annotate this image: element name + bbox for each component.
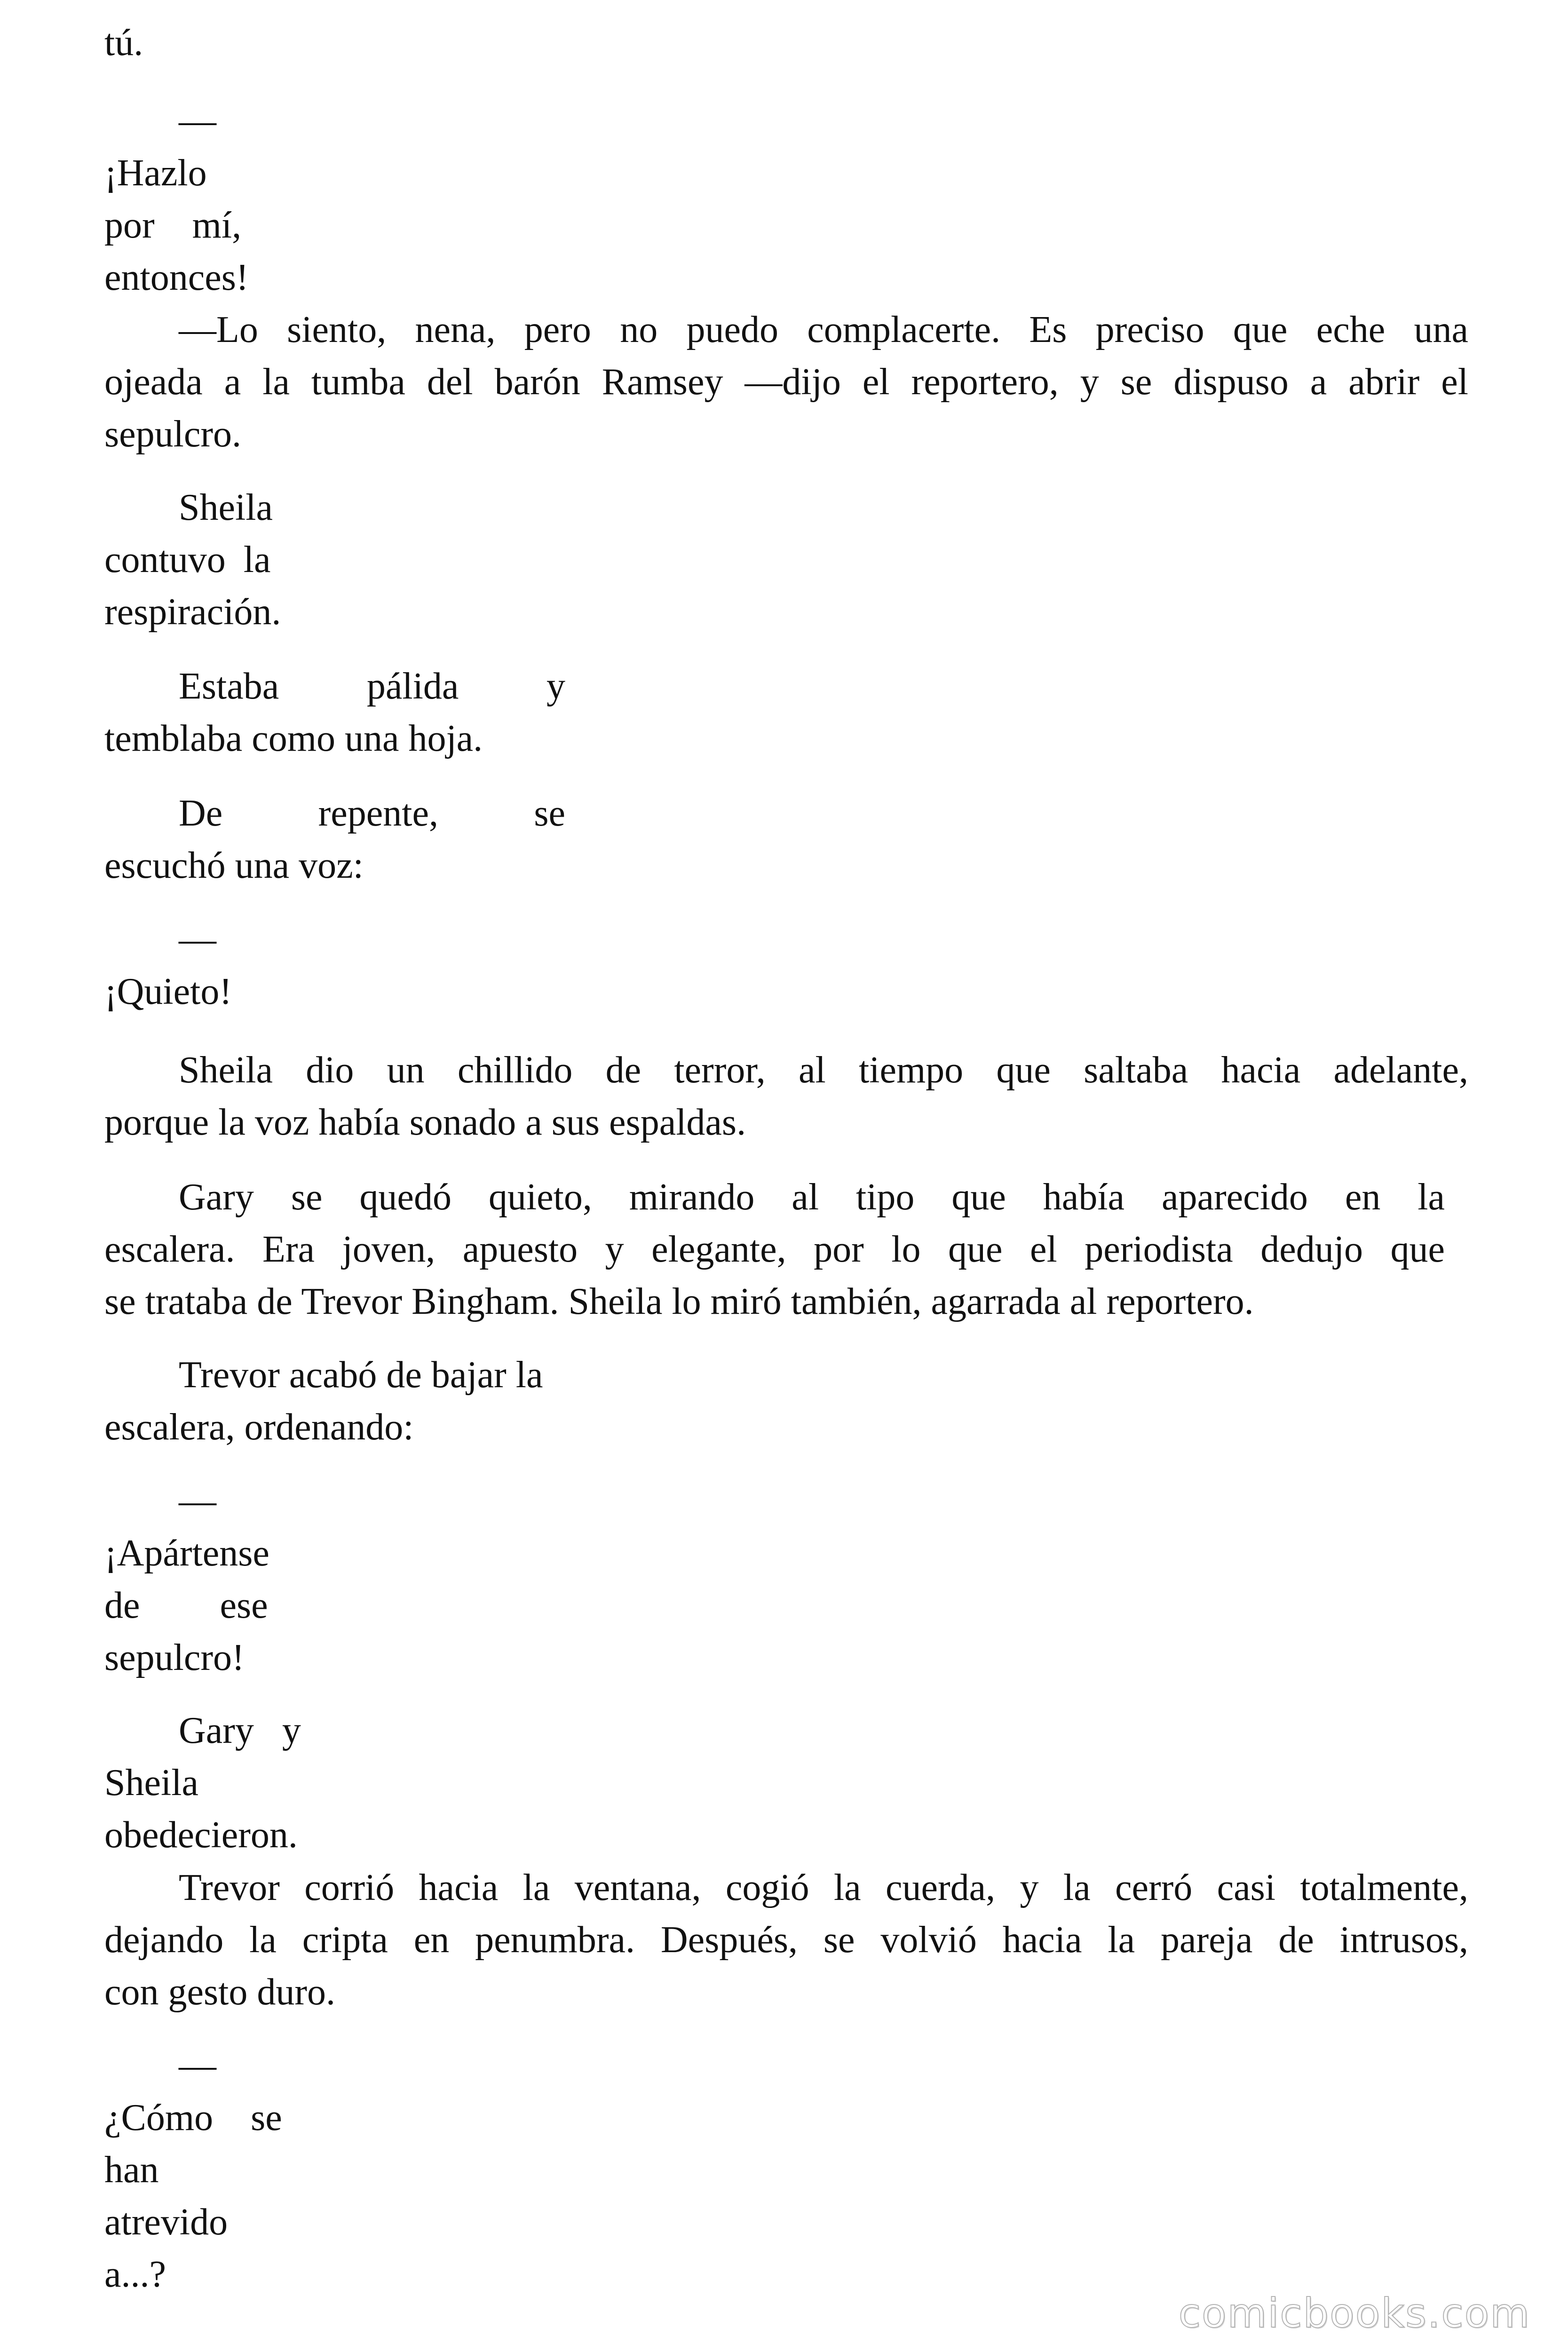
text-line: ¡Hazlo — [104, 152, 207, 194]
text-line: ¡Quieto! — [104, 971, 232, 1012]
text-line: dejando la cripta en penumbra. Después, se volvió hacia la pareja de intrusos, — [104, 1919, 1468, 1961]
word: se — [534, 793, 565, 834]
text-line: sepulcro! — [104, 1637, 245, 1678]
text-line: tú. — [104, 22, 143, 64]
text-line: Gary y — [179, 1710, 301, 1751]
text-line — [104, 660, 565, 713]
text-line: —Lo siento, nena, pero no puedo complacerte. Es preciso que eche una — [179, 309, 1468, 350]
text-line: Sheila — [104, 1762, 198, 1804]
text-line: han — [104, 2149, 159, 2191]
word: repente, — [318, 793, 439, 834]
text-line: respiración. — [104, 591, 281, 633]
text-line: escalera, ordenando: — [104, 1406, 414, 1448]
dialogue-dash: — — [179, 2045, 216, 2086]
text-line: contuvo la — [104, 539, 271, 580]
text-line — [104, 787, 565, 840]
text-line: escalera. Era joven, apuesto y elegante, por lo que el periodista dedujo que — [104, 1229, 1445, 1270]
text-line: porque la voz había sonado a sus espaldas. — [104, 1102, 746, 1143]
word: Estaba — [179, 666, 279, 707]
text-line: Sheila — [179, 487, 273, 528]
paragraph-1 — [104, 17, 143, 69]
text-line: Trevor corrió hacia la ventana, cogió la cuerda, y la cerró casi totalmente, — [179, 1867, 1468, 1908]
dialogue-como-se — [104, 2040, 282, 2301]
text-line: se trataba de Trevor Bingham. Sheila lo miró también, agarrada al reportero. — [104, 1281, 1254, 1322]
dialogue-hazlo — [104, 95, 249, 304]
dialogue-dash: — — [179, 1480, 216, 1522]
paragraph-sheila-contuvo — [104, 482, 281, 638]
word: pálida — [366, 666, 459, 707]
word: y — [546, 666, 565, 707]
text-line: escuchó una voz: — [104, 845, 364, 886]
dialogue-dash: — — [179, 919, 216, 960]
text-line: por mí, — [104, 205, 242, 246]
paragraph-de-repente — [104, 787, 565, 892]
text-line: entonces! — [104, 257, 249, 298]
text-line: obedecieron. — [104, 1814, 298, 1856]
dialogue-apartense — [104, 1475, 269, 1684]
text-line: atrevido — [104, 2201, 228, 2243]
text-line: Trevor acabó de bajar la — [179, 1354, 543, 1396]
paragraph-trevor-acabo — [104, 1349, 543, 1454]
paragraph-lo-siento — [104, 304, 1468, 461]
word: De — [179, 793, 223, 834]
text-line: con gesto duro. — [104, 1971, 336, 2013]
watermark: comicbooks.com — [1178, 2290, 1530, 2337]
text-line: de ese — [104, 1585, 268, 1626]
paragraph-gary-sheila — [104, 1705, 301, 1861]
text-line: ¿Cómo se — [104, 2097, 282, 2138]
text-line: a...? — [104, 2254, 166, 2295]
paragraph-trevor-corrio — [104, 1862, 1468, 2018]
paragraph-sheila-chillido — [104, 1044, 1468, 1149]
text-line: temblaba como una hoja. — [104, 718, 483, 759]
text-line: Gary se quedó quieto, mirando al tipo que había aparecido en la — [179, 1176, 1445, 1218]
text-line: ojeada a la tumba del barón Ramsey —dijo el reportero, y se dispuso a abrir el — [104, 361, 1468, 403]
dialogue-dash: — — [179, 100, 216, 142]
dialogue-quieto — [104, 914, 232, 1018]
paragraph-gary-quieto — [104, 1171, 1445, 1328]
text-line: ¡Apártense — [104, 1533, 269, 1574]
text-line: sepulcro. — [104, 413, 242, 455]
paragraph-estaba-palida — [104, 660, 565, 765]
text-line: Sheila dio un chillido de terror, al tiempo que saltaba hacia adelante, — [179, 1049, 1468, 1091]
